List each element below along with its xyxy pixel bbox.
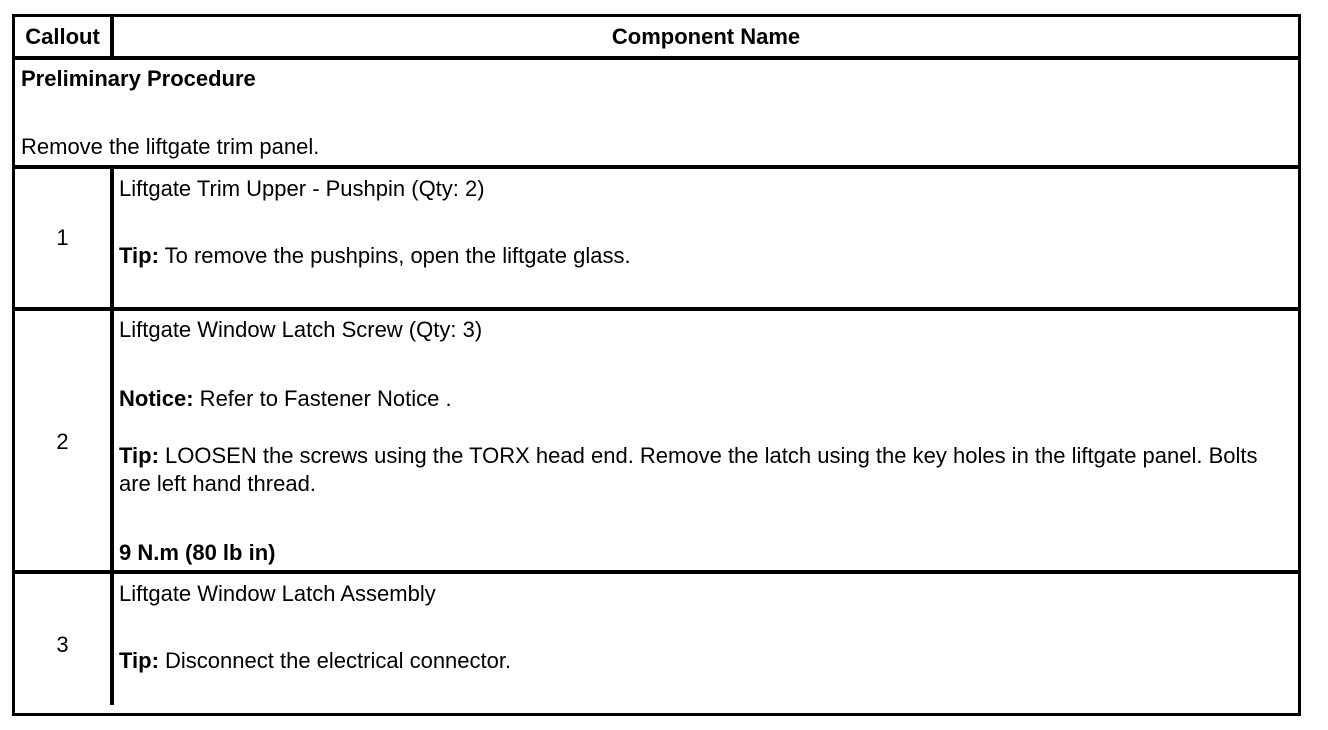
tip-text: LOOSEN the screws using the TORX head end. Remove the latch using the key holes in the liftgate panel. Bolts are left hand thread. [119,443,1258,496]
header-component-name: Component Name [611,23,801,49]
tip-label: Tip: [119,443,159,468]
tip-text: Disconnect the electrical connector. [158,648,512,673]
header-divider [110,17,114,56]
header-callout: Callout [25,23,100,49]
preliminary-title: Preliminary Procedure [21,66,256,91]
row-separator [15,165,1298,169]
torque-spec: 9 N.m (80 lb in) [119,540,276,565]
tip-line [119,442,1284,498]
callout-number: 3 [56,632,69,657]
tip-text: To remove the pushpins, open the liftgate glass. [158,243,631,268]
component-name: Liftgate Trim Upper - Pushpin (Qty: 2) [119,176,485,201]
component-name: Liftgate Window Latch Assembly [119,581,436,606]
row-separator [15,570,1298,574]
procedure-table [12,14,1301,716]
tip-line [119,242,1284,270]
notice-label: Notice: [119,386,194,411]
notice-text: Refer to Fastener Notice . [193,386,452,411]
row-separator [15,56,1298,60]
callout-column-divider [110,169,114,705]
tip-line [119,647,1284,675]
component-name: Liftgate Window Latch Screw (Qty: 3) [119,317,483,342]
notice-line [119,385,1284,413]
callout-number: 1 [56,225,69,250]
row-separator [15,307,1298,311]
preliminary-text: Remove the liftgate trim panel. [21,134,320,159]
callout-number: 2 [56,428,69,454]
tip-label: Tip: [119,648,159,673]
tip-label: Tip: [119,243,159,268]
